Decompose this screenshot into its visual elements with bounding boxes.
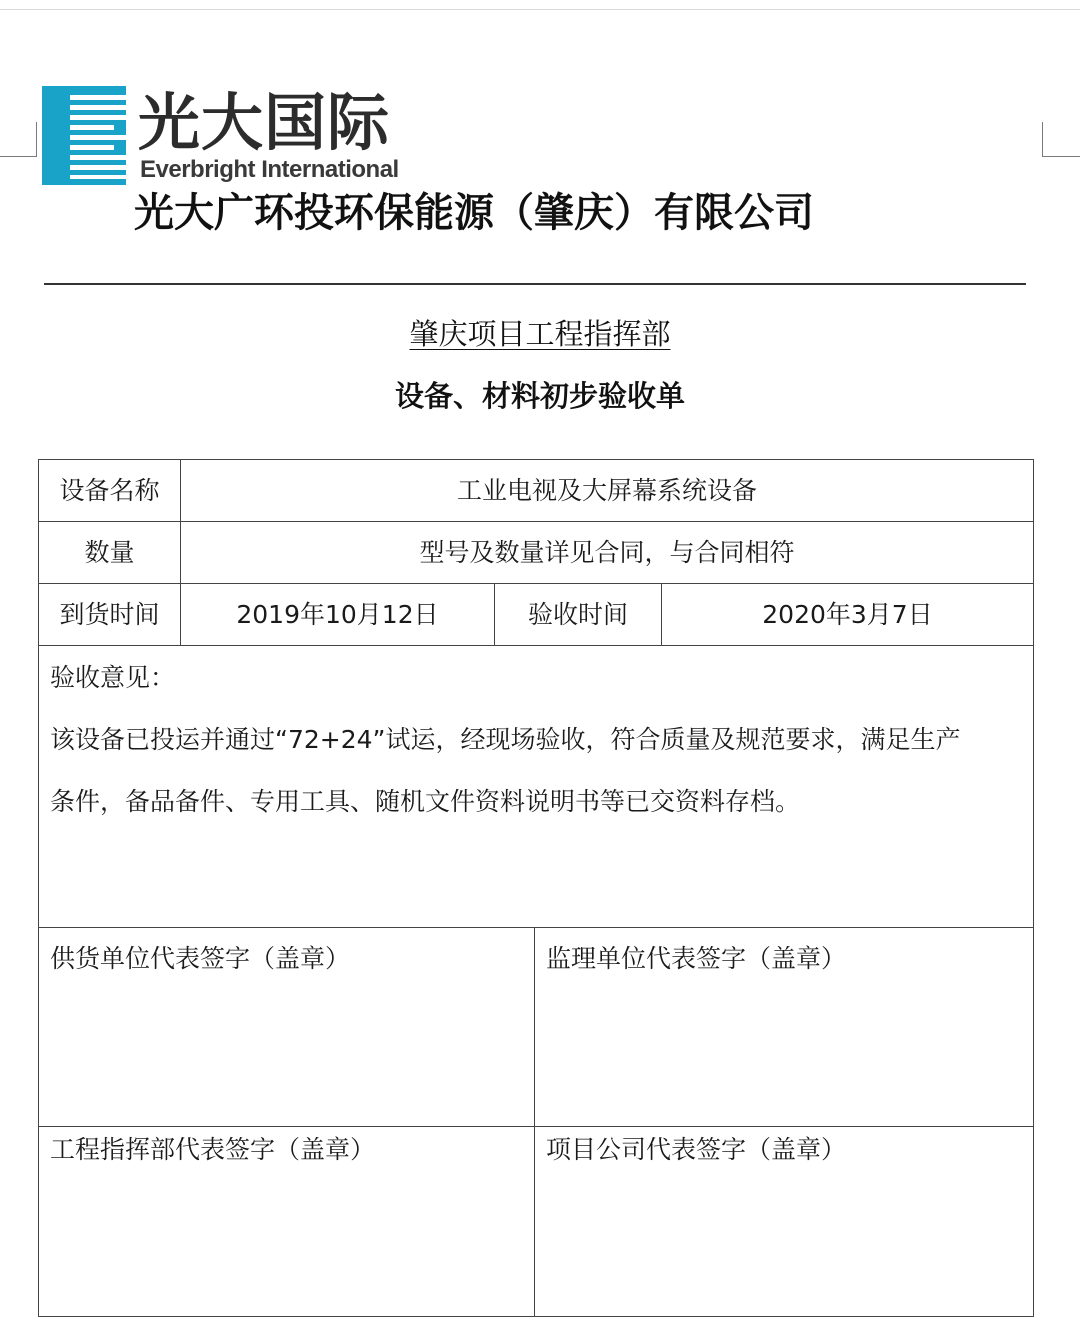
arrival-time-value: 2019年10月12日 <box>236 600 439 629</box>
row-divider <box>39 521 1033 522</box>
arrival-time-label: 到货时间 <box>59 600 160 629</box>
form-title: 设备、材料初步验收单 <box>394 379 685 413</box>
acceptance-opinion-line-1: 该设备已投运并通过“72+24”试运，经现场验收，符合质量及规范要求，满足生产 <box>50 725 961 754</box>
everbright-logo-icon <box>42 86 126 185</box>
hq-signature-label: 工程指挥部代表签字（盖章） <box>50 1135 376 1164</box>
department-title-text: 肇庆项目工程指挥部 <box>409 317 671 351</box>
acceptance-opinion-label: 验收意见： <box>50 663 176 692</box>
row-divider <box>39 1126 1033 1127</box>
supervisor-signature-label: 监理单位代表签字（盖章） <box>546 944 847 973</box>
company-name: 光大广环投环保能源（肇庆）有限公司 <box>134 190 814 236</box>
row-divider <box>39 927 1033 928</box>
department-title <box>0 314 1080 354</box>
equipment-name-value: 工业电视及大屏幕系统设备 <box>456 476 757 505</box>
acceptance-opinion-line-2: 条件，备品备件、专用工具、随机文件资料说明书等已交资料存档。 <box>50 787 801 816</box>
column-divider <box>534 927 535 1316</box>
crop-mark-right <box>1042 122 1080 157</box>
header-divider <box>44 283 1026 285</box>
crop-mark-left <box>0 122 37 157</box>
logo-english-name: Everbright International <box>140 156 399 183</box>
equipment-name-label: 设备名称 <box>59 476 160 505</box>
quantity-label: 数量 <box>84 538 135 567</box>
row-divider <box>39 583 1033 584</box>
logo-chinese-name: 光大国际 <box>138 86 391 159</box>
project-company-signature-label: 项目公司代表签字（盖章） <box>546 1135 847 1164</box>
acceptance-form-table <box>38 459 1034 1317</box>
acceptance-time-label: 验收时间 <box>527 600 628 629</box>
supplier-signature-label: 供货单位代表签字（盖章） <box>50 944 351 973</box>
acceptance-time-value: 2020年3月7日 <box>762 600 933 629</box>
quantity-value: 型号及数量详见合同，与合同相符 <box>419 538 795 567</box>
page-top-border <box>0 9 1080 10</box>
row-divider <box>39 645 1033 646</box>
